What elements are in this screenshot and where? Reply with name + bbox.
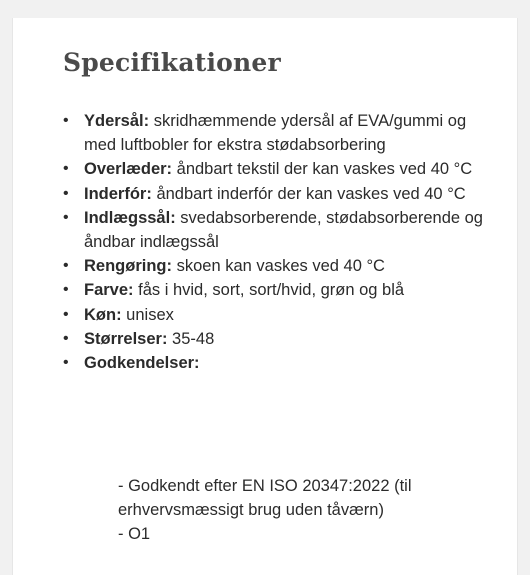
spec-label: Farve:	[84, 281, 134, 300]
bullet-icon: •	[63, 305, 69, 323]
spec-label: Ydersål:	[84, 112, 150, 130]
spec-value: svedabsorberende, stødabsorberende og åndbar indlægssål	[84, 208, 483, 252]
spec-value: unisex	[126, 305, 174, 324]
spec-item-lining	[63, 182, 493, 206]
spec-label: Inderfór:	[84, 184, 152, 203]
specifications-card	[12, 18, 518, 575]
section-title: Specifikationer	[63, 48, 281, 77]
bullet-icon: •	[63, 257, 69, 275]
spec-label: Køn:	[84, 305, 122, 324]
spec-label: Godkendelser:	[84, 354, 200, 373]
spec-value: skoen kan vaskes ved 40 °C	[176, 257, 385, 276]
spec-label: Størrelser:	[84, 329, 168, 348]
approvals-details	[118, 474, 498, 547]
bullet-icon: •	[63, 281, 69, 299]
spec-item-sizes	[63, 327, 493, 351]
spec-item-upper	[63, 157, 493, 181]
spec-list	[63, 109, 493, 375]
bullet-icon: •	[63, 354, 69, 372]
spec-value: 35-48	[172, 329, 215, 348]
spec-item-cleaning	[63, 254, 493, 278]
bullet-icon: •	[63, 208, 69, 226]
spec-item-gender	[63, 303, 493, 327]
spec-item-color	[63, 278, 493, 302]
approval-standard: - Godkendt efter EN ISO 20347:2022 (til erhvervsmæssigt brug uden tåværn)	[118, 477, 412, 520]
bullet-icon: •	[63, 329, 69, 347]
spec-value: skridhæmmende ydersål af EVA/gummi og med luftbobler for ekstra stødabsorbering	[84, 112, 467, 155]
spec-label: Overlæder:	[84, 160, 173, 179]
bullet-icon: •	[63, 160, 69, 178]
spec-value: åndbart inderfór der kan vaskes ved 40 °C	[156, 184, 466, 203]
spec-item-outsole	[63, 109, 493, 157]
spec-item-approvals	[63, 351, 493, 375]
spec-value: fås i hvid, sort, sort/hvid, grøn og blå	[138, 281, 405, 300]
bullet-icon: •	[63, 112, 69, 129]
spec-label: Indlægssål:	[84, 208, 176, 227]
spec-item-insole	[63, 206, 493, 254]
spec-label: Rengøring:	[84, 257, 172, 276]
approval-class: - O1	[118, 525, 151, 544]
bullet-icon: •	[63, 184, 69, 202]
spec-value: åndbart tekstil der kan vaskes ved 40 °C	[176, 160, 473, 179]
